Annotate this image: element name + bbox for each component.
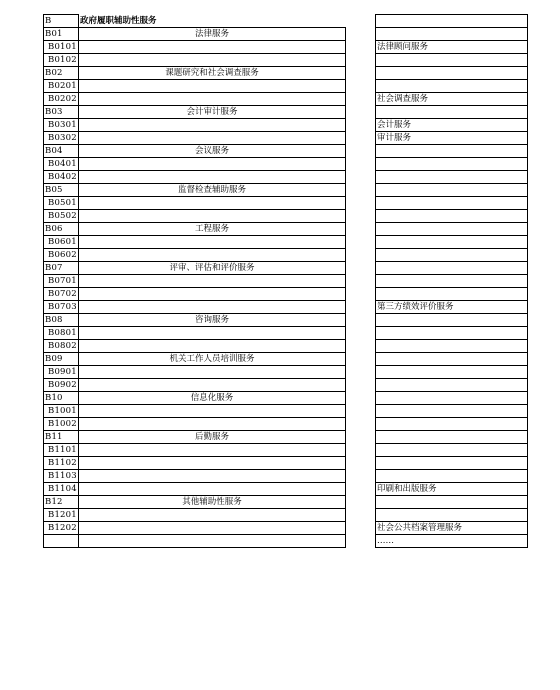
service-item-cell — [376, 223, 528, 236]
code-cell: B0402 — [44, 171, 79, 184]
table-row — [44, 483, 528, 496]
code-cell: B0901 — [44, 366, 79, 379]
spacer-cell — [346, 327, 376, 340]
table-row — [44, 509, 528, 522]
code-cell: B0101 — [44, 41, 79, 54]
spacer-cell — [346, 249, 376, 262]
code-cell: B0701 — [44, 275, 79, 288]
service-item-cell — [376, 210, 528, 223]
table-row — [44, 340, 528, 353]
category-name-cell — [79, 327, 346, 340]
table-row — [44, 197, 528, 210]
spacer-cell — [346, 431, 376, 444]
category-name-cell — [79, 457, 346, 470]
table-row — [44, 223, 528, 236]
code-cell: B1001 — [44, 405, 79, 418]
service-item-cell — [376, 184, 528, 197]
category-name-cell — [79, 93, 346, 106]
service-item-cell: 审计服务 — [376, 132, 528, 145]
category-name-cell: 信息化服务 — [79, 392, 346, 405]
category-name-cell — [79, 275, 346, 288]
spacer-cell — [346, 93, 376, 106]
table-row — [44, 314, 528, 327]
category-name-cell — [79, 470, 346, 483]
spacer-cell — [346, 353, 376, 366]
table-row — [44, 535, 528, 548]
table-row — [44, 158, 528, 171]
category-name-cell — [79, 522, 346, 535]
table-row — [44, 184, 528, 197]
spacer-cell — [346, 288, 376, 301]
code-cell: B0102 — [44, 54, 79, 67]
code-cell: B12 — [44, 496, 79, 509]
category-name-cell — [79, 483, 346, 496]
table-row — [44, 457, 528, 470]
category-name-cell — [79, 171, 346, 184]
service-item-cell — [376, 236, 528, 249]
table-row — [44, 119, 528, 132]
spacer-cell — [346, 314, 376, 327]
category-name-cell — [79, 340, 346, 353]
table-row — [44, 80, 528, 93]
category-name-cell: 评审、评估和评价服务 — [79, 262, 346, 275]
spacer-cell — [346, 262, 376, 275]
spacer-cell — [346, 340, 376, 353]
service-item-cell — [376, 379, 528, 392]
code-cell: B0601 — [44, 236, 79, 249]
service-item-cell: …… — [376, 535, 528, 548]
code-cell: B05 — [44, 184, 79, 197]
code-cell: B0501 — [44, 197, 79, 210]
category-name-cell — [79, 444, 346, 457]
service-item-cell — [376, 327, 528, 340]
spacer-cell — [346, 418, 376, 431]
header-note-cell — [376, 15, 528, 28]
table-row — [44, 496, 528, 509]
table-row — [44, 392, 528, 405]
service-item-cell — [376, 405, 528, 418]
table-row — [44, 67, 528, 80]
spacer-cell — [346, 67, 376, 80]
spacer-cell — [346, 119, 376, 132]
category-name-cell — [79, 366, 346, 379]
service-item-cell — [376, 28, 528, 41]
table-row — [44, 405, 528, 418]
spacer-cell — [346, 132, 376, 145]
category-name-cell — [79, 509, 346, 522]
table-body — [44, 15, 528, 548]
category-name-cell: 监督检查辅助服务 — [79, 184, 346, 197]
category-name-cell — [79, 405, 346, 418]
category-name-cell: 会计审计服务 — [79, 106, 346, 119]
code-cell: B01 — [44, 28, 79, 41]
service-item-cell: 印刷和出版服务 — [376, 483, 528, 496]
table-row — [44, 145, 528, 158]
table-row — [44, 418, 528, 431]
header-row — [44, 15, 528, 28]
service-item-cell — [376, 54, 528, 67]
category-name-cell — [79, 210, 346, 223]
spacer-cell — [346, 496, 376, 509]
service-catalog-table — [43, 14, 528, 548]
service-item-cell — [376, 249, 528, 262]
spacer-cell — [346, 106, 376, 119]
service-item-cell — [376, 67, 528, 80]
service-item-cell — [376, 366, 528, 379]
table-row — [44, 249, 528, 262]
category-name-cell: 后勤服务 — [79, 431, 346, 444]
code-cell: B1103 — [44, 470, 79, 483]
spacer-cell — [346, 301, 376, 314]
table-row — [44, 288, 528, 301]
service-item-cell — [376, 288, 528, 301]
code-cell: B11 — [44, 431, 79, 444]
spacer-cell — [346, 509, 376, 522]
service-item-cell — [376, 444, 528, 457]
category-name-cell — [79, 158, 346, 171]
spacer-cell — [346, 522, 376, 535]
service-item-cell: 会计服务 — [376, 119, 528, 132]
service-item-cell: 法律顾问服务 — [376, 41, 528, 54]
service-item-cell — [376, 158, 528, 171]
code-cell: B1101 — [44, 444, 79, 457]
table-row — [44, 470, 528, 483]
code-cell: B1202 — [44, 522, 79, 535]
spacer-cell — [346, 275, 376, 288]
category-name-cell — [79, 80, 346, 93]
category-name-cell — [79, 197, 346, 210]
category-name-cell: 课题研究和社会调查服务 — [79, 67, 346, 80]
category-name-cell — [79, 301, 346, 314]
service-item-cell — [376, 340, 528, 353]
code-cell: B0502 — [44, 210, 79, 223]
table-row — [44, 171, 528, 184]
service-item-cell — [376, 262, 528, 275]
spacer-cell — [346, 54, 376, 67]
service-item-cell — [376, 418, 528, 431]
category-name-cell — [79, 249, 346, 262]
spacer-cell — [346, 41, 376, 54]
code-cell: B0202 — [44, 93, 79, 106]
spacer-cell — [346, 184, 376, 197]
code-cell: B06 — [44, 223, 79, 236]
table-row — [44, 353, 528, 366]
category-name-cell: 咨询服务 — [79, 314, 346, 327]
table-row — [44, 132, 528, 145]
service-item-cell — [376, 392, 528, 405]
category-name-cell: 会议服务 — [79, 145, 346, 158]
service-item-cell — [376, 431, 528, 444]
code-cell: B09 — [44, 353, 79, 366]
table-row — [44, 28, 528, 41]
code-cell: B1102 — [44, 457, 79, 470]
table-row — [44, 301, 528, 314]
service-item-cell — [376, 457, 528, 470]
code-cell: B02 — [44, 67, 79, 80]
code-cell: B0302 — [44, 132, 79, 145]
code-cell: B10 — [44, 392, 79, 405]
code-cell: B0703 — [44, 301, 79, 314]
table-row — [44, 41, 528, 54]
spacer-cell — [346, 223, 376, 236]
spacer-cell — [346, 158, 376, 171]
service-item-cell — [376, 496, 528, 509]
spacer-cell — [346, 366, 376, 379]
service-item-cell — [376, 314, 528, 327]
table-row — [44, 327, 528, 340]
code-cell: B1104 — [44, 483, 79, 496]
table-row — [44, 236, 528, 249]
spacer-cell — [346, 210, 376, 223]
spacer-cell — [346, 405, 376, 418]
header-empty-cell — [195, 15, 346, 28]
code-cell: B0902 — [44, 379, 79, 392]
code-cell: B1002 — [44, 418, 79, 431]
category-name-cell — [79, 535, 346, 548]
category-name-cell: 法律服务 — [79, 28, 346, 41]
service-item-cell: 第三方绩效评价服务 — [376, 301, 528, 314]
service-item-cell — [376, 145, 528, 158]
code-cell: B08 — [44, 314, 79, 327]
spacer-cell — [346, 444, 376, 457]
service-item-cell: 社会调查服务 — [376, 93, 528, 106]
service-item-cell — [376, 171, 528, 184]
category-name-cell — [79, 119, 346, 132]
spacer-cell — [346, 470, 376, 483]
service-item-cell — [376, 275, 528, 288]
spacer-cell — [346, 171, 376, 184]
code-cell — [44, 535, 79, 548]
category-name-cell — [79, 236, 346, 249]
spacer-cell — [346, 392, 376, 405]
category-name-cell: 工程服务 — [79, 223, 346, 236]
code-cell: B07 — [44, 262, 79, 275]
table-row — [44, 262, 528, 275]
category-name-cell — [79, 41, 346, 54]
header-gap-cell — [346, 15, 376, 28]
table-row — [44, 522, 528, 535]
header-title-cell: 政府履职辅助性服务 — [79, 15, 195, 28]
table-row — [44, 379, 528, 392]
spacer-cell — [346, 457, 376, 470]
service-item-cell: 社会公共档案管理服务 — [376, 522, 528, 535]
category-name-cell — [79, 54, 346, 67]
service-item-cell — [376, 353, 528, 366]
spacer-cell — [346, 80, 376, 93]
table-row — [44, 106, 528, 119]
code-cell: B04 — [44, 145, 79, 158]
table-row — [44, 275, 528, 288]
category-name-cell — [79, 379, 346, 392]
code-cell: B0301 — [44, 119, 79, 132]
code-cell: B0702 — [44, 288, 79, 301]
spacer-cell — [346, 197, 376, 210]
table-row — [44, 210, 528, 223]
service-item-cell — [376, 197, 528, 210]
category-name-cell — [79, 288, 346, 301]
service-item-cell — [376, 509, 528, 522]
spacer-cell — [346, 535, 376, 548]
code-cell: B0201 — [44, 80, 79, 93]
spacer-cell — [346, 379, 376, 392]
table-row — [44, 54, 528, 67]
spacer-cell — [346, 236, 376, 249]
service-item-cell — [376, 106, 528, 119]
spacer-cell — [346, 28, 376, 41]
code-cell: B0802 — [44, 340, 79, 353]
table-row — [44, 431, 528, 444]
code-cell: B0401 — [44, 158, 79, 171]
code-cell: B1201 — [44, 509, 79, 522]
category-name-cell — [79, 132, 346, 145]
code-cell: B0602 — [44, 249, 79, 262]
table-row — [44, 93, 528, 106]
spacer-cell — [346, 483, 376, 496]
category-name-cell: 其他辅助性服务 — [79, 496, 346, 509]
header-code-cell: B — [44, 15, 79, 28]
table-row — [44, 444, 528, 457]
service-item-cell — [376, 80, 528, 93]
service-item-cell — [376, 470, 528, 483]
code-cell: B03 — [44, 106, 79, 119]
code-cell: B0801 — [44, 327, 79, 340]
category-name-cell — [79, 418, 346, 431]
table-row — [44, 366, 528, 379]
category-name-cell: 机关工作人员培训服务 — [79, 353, 346, 366]
spacer-cell — [346, 145, 376, 158]
